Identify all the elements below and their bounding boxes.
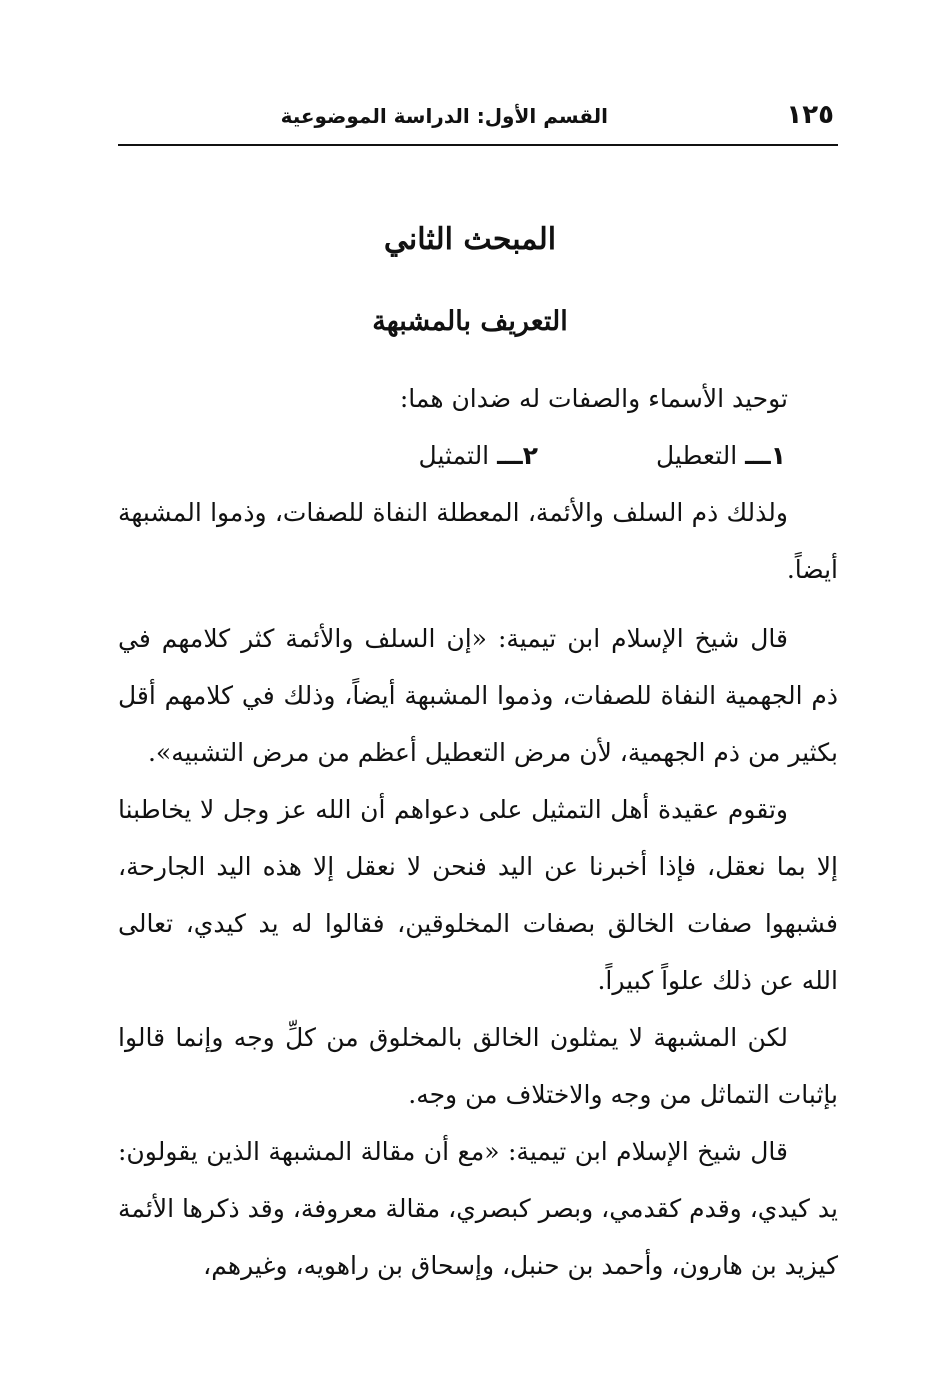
list-item [419, 427, 538, 484]
section-subtitle: التعريف بالمشبهة [372, 306, 568, 337]
quote-paragraph: قال شيخ الإسلام ابن تيمية: «إن السلف والأئمة كثر كلامهم في ذم الجهمية النفاة للصفات، وذموا المشبهة أيضاً، وذلك في كلامهم أقل بكثير من ذم الجهمية، لأن مرض التعطيل أعظم من مرض التشبيه». [118, 624, 838, 767]
list-item-label: التعطيل [655, 441, 738, 470]
page-header [118, 96, 838, 146]
opposites-list [118, 427, 838, 484]
section-title: المبحث الثاني [383, 222, 557, 257]
list-item-number: ٢ـــ [497, 441, 538, 470]
page-number: ١٢٥ [786, 100, 834, 130]
running-title: القسم الأول: الدراسة الموضوعية [280, 104, 608, 128]
paragraph: لكن المشبهة لا يمثلون الخالق بالمخلوق من كلِّ وجه وإنما قالوا بإثبات التماثل من وجه والاختلاف من وجه. [118, 1023, 838, 1109]
list-item-number: ١ـــ [745, 441, 786, 470]
list-item-label: التمثيل [418, 441, 490, 470]
quote-paragraph: قال شيخ الإسلام ابن تيمية: «مع أن مقالة المشبهة الذين يقولون: يد كيدي، وقدم كقدمي، وبصر كبصري، مقالة معروفة، وقد ذكرها الأئمة كيزيد بن هارون، وأحمد بن حنبل، وإسحاق بن راهويه، وغيرهم، [118, 1137, 838, 1280]
paragraph: ولذلك ذم السلف والأئمة، المعطلة النفاة للصفات، وذموا المشبهة أيضاً. [118, 498, 838, 584]
paragraph: وتقوم عقيدة أهل التمثيل على دعواهم أن الله عز وجل لا يخاطبنا إلا بما نعقل، فإذا أخبرنا عن اليد فنحن لا نعقل إلا هذه اليد الجارحة، فشبهوا صفات الخالق بصفات المخلوقين، فقالوا له يد كيدي، تعالى الله عن ذلك علواً كبيراً. [118, 795, 838, 995]
body-text [118, 370, 838, 1294]
list-item [656, 427, 786, 484]
intro-line: توحيد الأسماء والصفات له ضدان هما: [399, 384, 788, 413]
